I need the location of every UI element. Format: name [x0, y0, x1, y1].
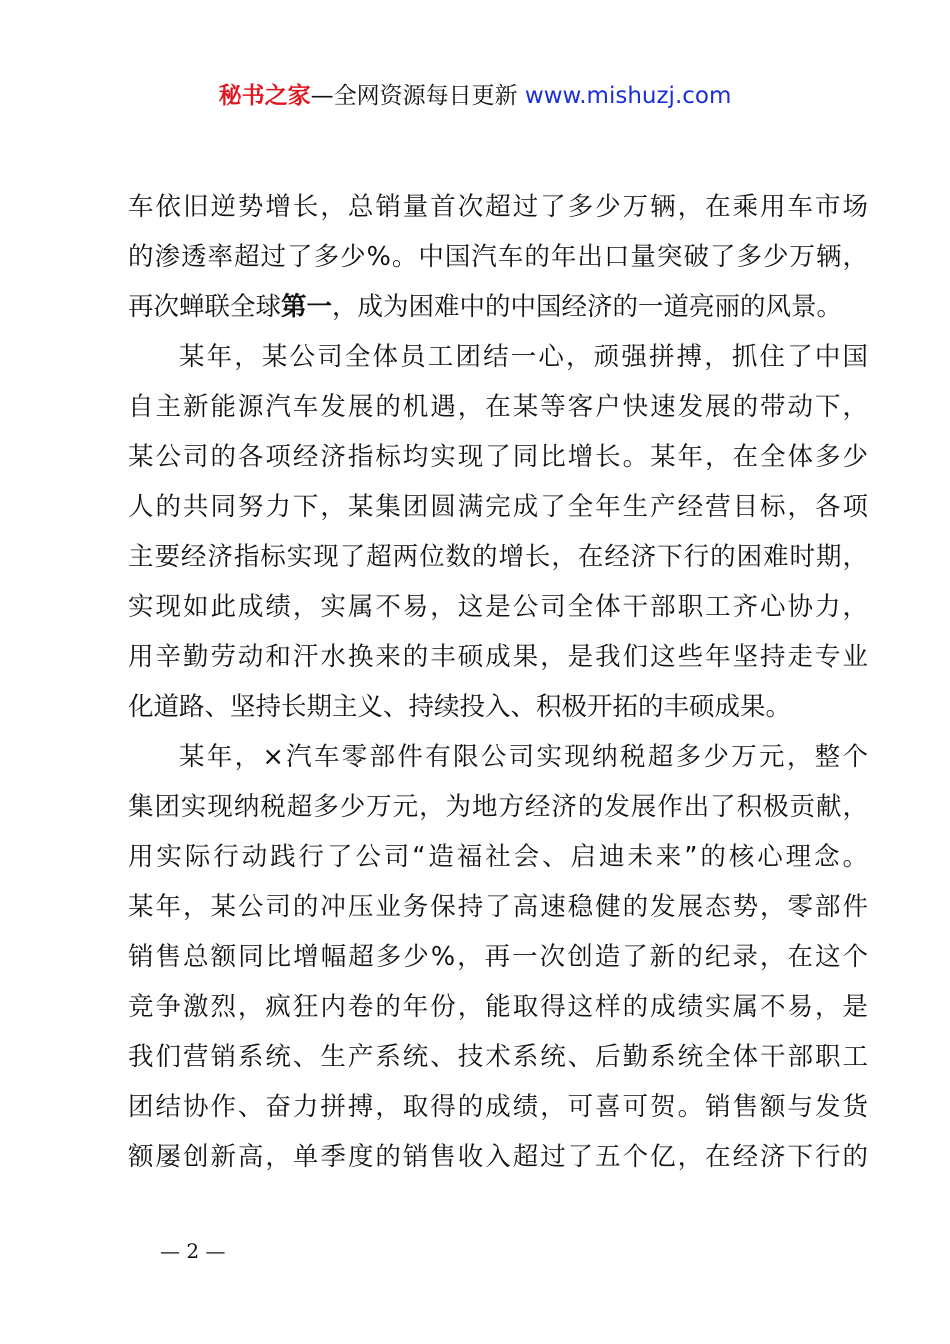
text-line: 某年，某公司的冲压业务保持了高速稳健的发展态势，零部件 — [128, 892, 868, 922]
text-line: 某年，某公司全体员工团结一心，顽强拼搏，抓住了中国 — [179, 342, 868, 372]
text-line: 用辛勤劳动和汗水换来的丰硕成果，是我们这些年坚持走专业 — [128, 642, 868, 672]
text-line: 用实际行动践行了公司“造福社会、启迪未来”的核心理念。 — [128, 842, 868, 872]
bold-text: 第一 — [281, 292, 333, 322]
paragraph — [128, 732, 868, 1182]
site-url: www.mishuzj.com — [524, 83, 732, 109]
header-slogan: —全网资源每日更新 — [310, 83, 518, 109]
text-line: 销售总额同比增幅超多少%，再一次创造了新的纪录，在这个 — [128, 942, 868, 972]
text-line: 团结协作、奋力拼搏，取得的成绩，可喜可贺。销售额与发货 — [128, 1092, 868, 1122]
text-line: 自主新能源汽车发展的机遇，在某等客户快速发展的带动下， — [128, 392, 868, 422]
text-line: 某公司的各项经济指标均实现了同比增长。某年，在全体多少 — [128, 442, 868, 472]
text-line: 化道路、坚持长期主义、持续投入、积极开拓的丰硕成果。 — [128, 692, 792, 722]
text-segment: ，成为困难中的中国经济的一道亮丽的风景。 — [332, 292, 843, 322]
text-line: 人的共同努力下，某集团圆满完成了全年生产经营目标，各项 — [128, 492, 868, 522]
text-line: 我们营销系统、生产系统、技术系统、后勤系统全体干部职工 — [128, 1042, 868, 1072]
paragraph — [128, 182, 868, 332]
page-header — [0, 76, 950, 116]
page-number: — 2 — — [160, 1239, 226, 1263]
text-line — [128, 282, 868, 332]
text-segment: 再次蝉联全球 — [128, 292, 282, 322]
text-line: 车依旧逆势增长，总销量首次超过了多少万辆，在乘用车市场 — [128, 192, 868, 222]
brand-name: 秘书之家 — [218, 83, 311, 109]
text-line: 竞争激烈，疯狂内卷的年份，能取得这样的成绩实属不易，是 — [128, 992, 868, 1022]
text-line: 某年，×汽车零部件有限公司实现纳税超多少万元，整个 — [179, 742, 868, 772]
text-line: 集团实现纳税超多少万元，为地方经济的发展作出了积极贡献， — [128, 792, 868, 822]
text-line: 的渗透率超过了多少%。中国汽车的年出口量突破了多少万辆， — [128, 242, 868, 272]
paragraph — [128, 332, 868, 732]
text-line: 额屡创新高，单季度的销售收入超过了五个亿，在经济下行的 — [128, 1142, 868, 1172]
document-body — [128, 182, 868, 1182]
text-line: 主要经济指标实现了超两位数的增长，在经济下行的困难时期， — [128, 542, 868, 572]
text-line: 实现如此成绩，实属不易，这是公司全体干部职工齐心协力， — [128, 592, 868, 622]
